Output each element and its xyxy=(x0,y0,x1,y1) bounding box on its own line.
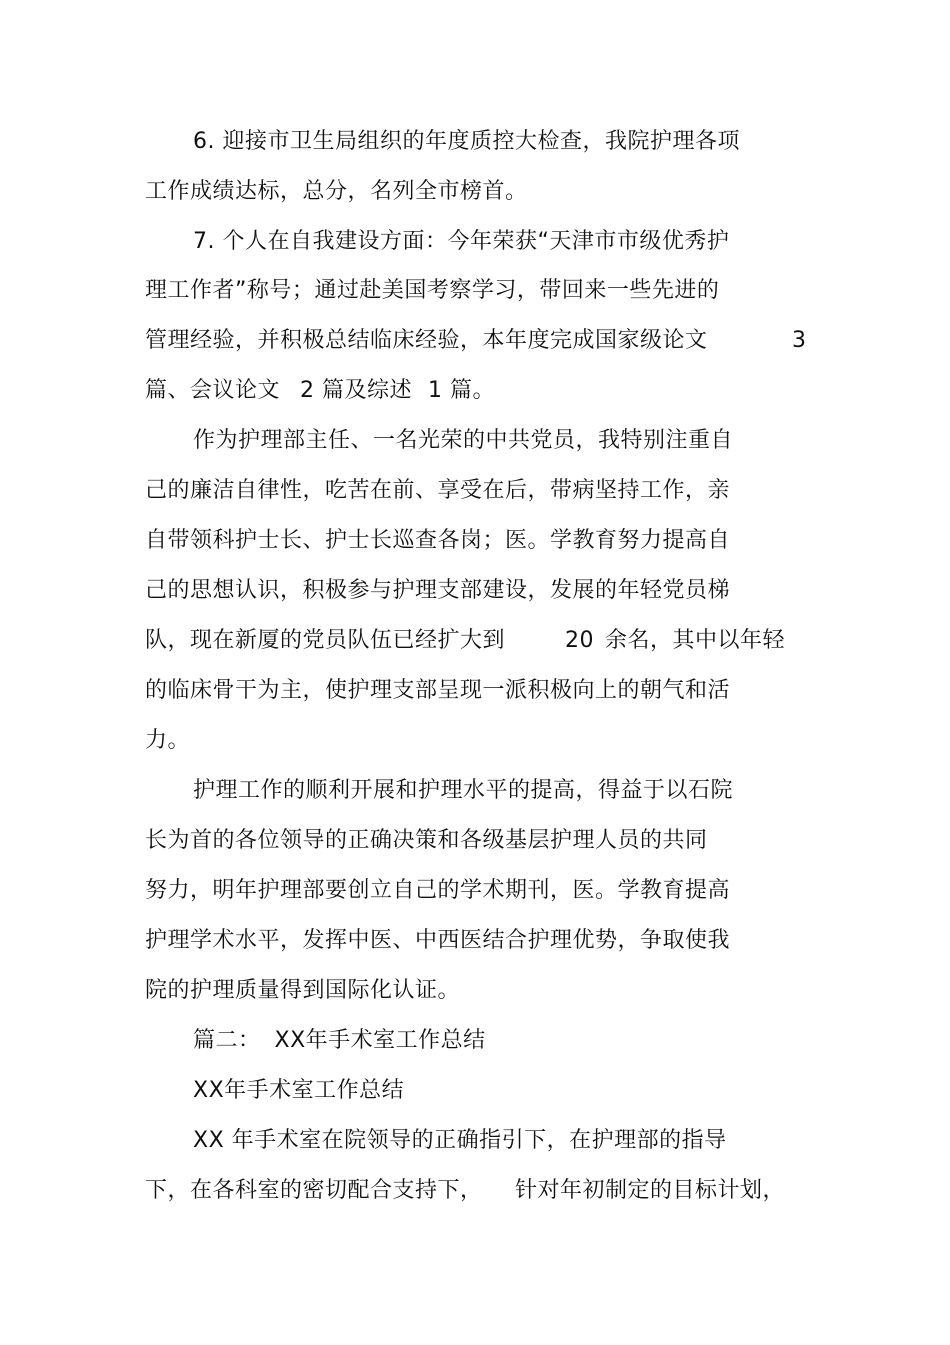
text-line: 的临床骨干为主，使护理支部呈现一派积极向上的朝气和活 xyxy=(145,678,731,703)
text-line: 己的思想认识，积极参与护理支部建设，发展的年轻党员梯 xyxy=(145,578,731,603)
text-line: XX 年手术室在院领导的正确指引下，在护理部的指导 xyxy=(193,1128,727,1153)
text-fragment: 1 篇。 xyxy=(428,378,496,403)
text-line: 工作成绩达标，总分，名列全市榜首。 xyxy=(145,179,528,204)
text-line: 护理学术水平，发挥中医、中西医结合护理优势，争取使我 xyxy=(145,928,731,953)
text-line: 护理工作的顺利开展和护理水平的提高，得益于以石院 xyxy=(193,778,734,803)
section-heading xyxy=(193,1026,486,1056)
text-line: 理工作者”称号；通过赴美国考察学习，带回来一些先进的 xyxy=(145,278,720,303)
text-line: 长为首的各位领导的正确决策和各级基层护理人员的共同 xyxy=(145,828,708,853)
text-line: 下，在各科室的密切配合支持下， xyxy=(145,1178,483,1203)
text-line: 力。 xyxy=(145,728,191,753)
text-line-fragment: 20 xyxy=(565,628,594,653)
text-line: 队，现在新厦的党员队伍已经扩大到 xyxy=(145,628,506,653)
section-label: 篇二： xyxy=(193,1028,261,1053)
text-line-fragment: 余名，其中以年轻 xyxy=(605,628,786,653)
text-line: 自带领科护士长、护士长巡查各岗；医。学教育努力提高自 xyxy=(145,528,731,553)
text-line: 努力，明年护理部要创立自己的学术期刊，医。学教育提高 xyxy=(145,878,731,903)
text-line: 己的廉洁自律性，吃苦在前、享受在后，带病坚持工作，亲 xyxy=(145,478,731,503)
text-line-fragment: 针对年初制定的目标计划， xyxy=(515,1178,786,1203)
document-title: XX年手术室工作总结 xyxy=(193,1078,405,1103)
text-line: 管理经验，并积极总结临床经验，本年度完成国家级论文 xyxy=(145,328,708,353)
text-line xyxy=(145,376,495,406)
section-title: XX年手术室工作总结 xyxy=(274,1028,486,1053)
text-line: 6. 迎接市卫生局组织的年度质控大检查，我院护理各项 xyxy=(193,129,740,154)
text-fragment: 2 篇及综述 xyxy=(300,378,413,403)
text-line: 7. 个人在自我建设方面：今年荣获“天津市市级优秀护 xyxy=(193,229,730,254)
text-fragment: 篇、会议论文 xyxy=(145,378,281,403)
text-line: 作为护理部主任、一名光荣的中共党员，我特别注重自 xyxy=(193,428,734,453)
text-line-fragment: 3 xyxy=(792,328,807,353)
text-line: 院的护理质量得到国际化认证。 xyxy=(145,978,461,1003)
